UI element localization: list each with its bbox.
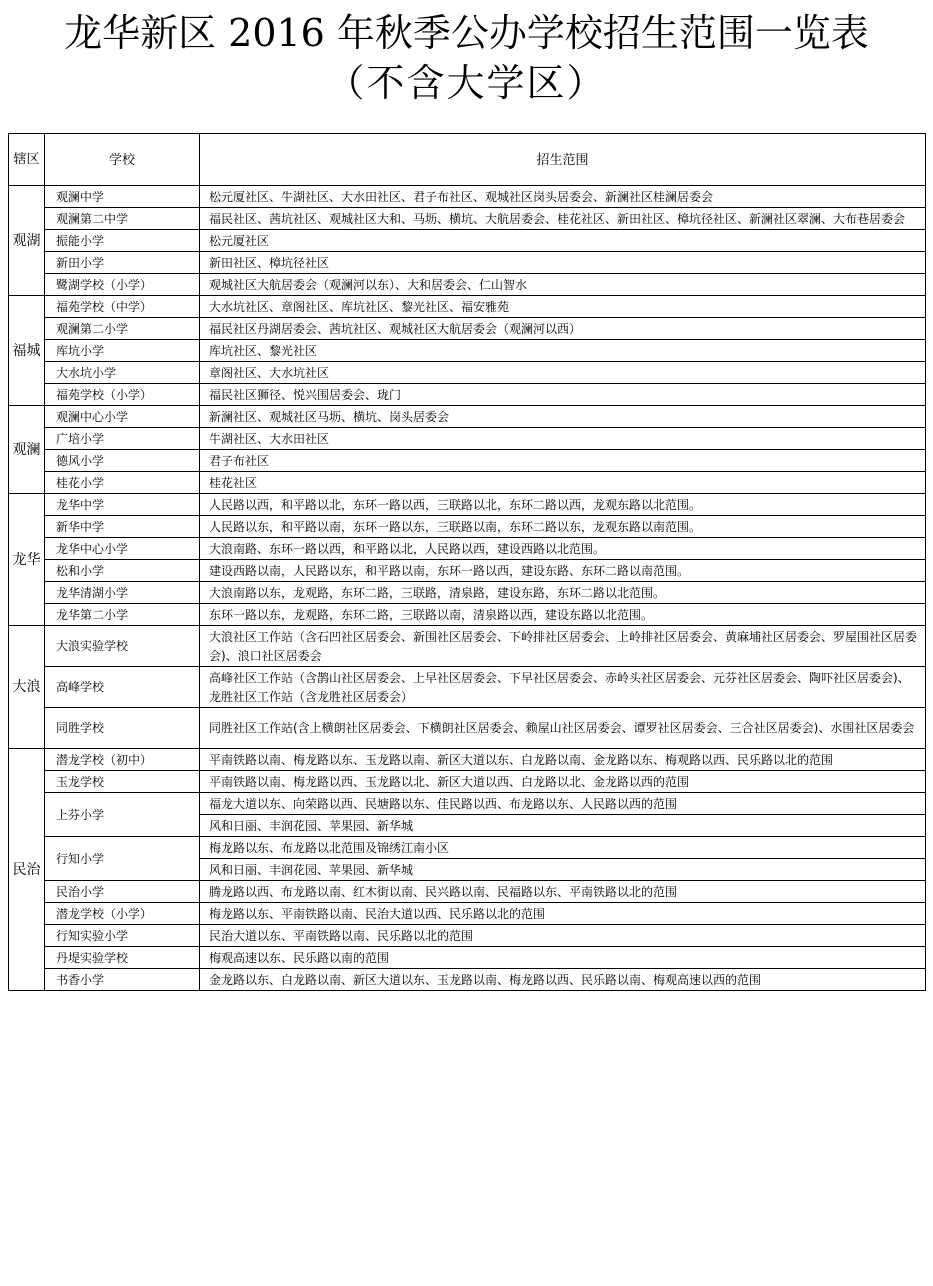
table-row bbox=[9, 406, 926, 428]
enrollment-range: 平南铁路以南、梅龙路以西、玉龙路以北、新区大道以西、白龙路以北、金龙路以西的范围 bbox=[200, 771, 926, 793]
enrollment-range: 松元厦社区、牛湖社区、大水田社区、君子布社区、观城社区岗头居委会、新澜社区桂澜居委会 bbox=[200, 186, 926, 208]
school-name: 同胜学校 bbox=[45, 708, 200, 749]
enrollment-range: 松元厦社区 bbox=[200, 230, 926, 252]
table-row bbox=[9, 186, 926, 208]
school-name: 潜龙学校（初中） bbox=[45, 749, 200, 771]
school-name: 民治小学 bbox=[45, 881, 200, 903]
enrollment-range: 大浪南路、东环一路以西，和平路以北，人民路以西，建设西路以北范围。 bbox=[200, 538, 926, 560]
table-row bbox=[9, 925, 926, 947]
enrollment-range: 风和日丽、丰润花园、苹果园、新华城 bbox=[200, 859, 926, 881]
table-row bbox=[9, 582, 926, 604]
school-name: 龙华清湖小学 bbox=[45, 582, 200, 604]
table-row bbox=[9, 340, 926, 362]
table-row bbox=[9, 516, 926, 538]
school-name: 龙华中心小学 bbox=[45, 538, 200, 560]
school-name: 龙华第二小学 bbox=[45, 604, 200, 626]
table-row bbox=[9, 494, 926, 516]
school-name: 大水坑小学 bbox=[45, 362, 200, 384]
school-name: 新田小学 bbox=[45, 252, 200, 274]
school-name: 高峰学校 bbox=[45, 667, 200, 708]
table-row bbox=[9, 230, 926, 252]
enrollment-range: 新田社区、樟坑径社区 bbox=[200, 252, 926, 274]
school-name: 松和小学 bbox=[45, 560, 200, 582]
enrollment-range: 大水坑社区、章阁社区、库坑社区、黎光社区、福安雅苑 bbox=[200, 296, 926, 318]
enrollment-range: 福龙大道以东、向荣路以西、民塘路以东、佳民路以西、布龙路以东、人民路以西的范围 bbox=[200, 793, 926, 815]
school-name: 德风小学 bbox=[45, 450, 200, 472]
table-row bbox=[9, 749, 926, 771]
school-name: 龙华中学 bbox=[45, 494, 200, 516]
enrollment-range: 梅龙路以东、布龙路以北范围及锦绣江南小区 bbox=[200, 837, 926, 859]
enrollment-range: 大浪南路以东，龙观路，东环二路，三联路，清泉路，建设东路，东环二路以北范围。 bbox=[200, 582, 926, 604]
district-name: 福城 bbox=[9, 296, 45, 406]
header-district: 辖区 bbox=[9, 134, 45, 186]
table-row bbox=[9, 708, 926, 749]
table-row bbox=[9, 296, 926, 318]
enrollment-range: 风和日丽、丰润花园、苹果园、新华城 bbox=[200, 815, 926, 837]
school-name: 观澜第二小学 bbox=[45, 318, 200, 340]
school-name: 行知实验小学 bbox=[45, 925, 200, 947]
table-row bbox=[9, 903, 926, 925]
enrollment-range: 福民社区丹湖居委会、茜坑社区、观城社区大航居委会（观澜河以西） bbox=[200, 318, 926, 340]
table-header-row bbox=[9, 134, 926, 186]
district-name: 观湖 bbox=[9, 186, 45, 296]
enrollment-range: 章阁社区、大水坑社区 bbox=[200, 362, 926, 384]
table-row bbox=[9, 947, 926, 969]
school-name: 桂花小学 bbox=[45, 472, 200, 494]
school-name: 行知小学 bbox=[45, 837, 200, 881]
enrollment-range: 民治大道以东、平南铁路以南、民乐路以北的范围 bbox=[200, 925, 926, 947]
enrollment-range: 腾龙路以西、布龙路以南、红木街以南、民兴路以南、民福路以东、平南铁路以北的范围 bbox=[200, 881, 926, 903]
enrollment-range: 人民路以西，和平路以北，东环一路以西，三联路以北，东环二路以西，龙观东路以北范围。 bbox=[200, 494, 926, 516]
table-row bbox=[9, 428, 926, 450]
school-name: 玉龙学校 bbox=[45, 771, 200, 793]
table-row bbox=[9, 274, 926, 296]
table-row bbox=[9, 837, 926, 859]
school-name: 观澜中心小学 bbox=[45, 406, 200, 428]
enrollment-range: 平南铁路以南、梅龙路以东、玉龙路以南、新区大道以东、白龙路以南、金龙路以东、梅观路以西、民乐路以北的范围 bbox=[200, 749, 926, 771]
header-school: 学校 bbox=[45, 134, 200, 186]
school-name: 大浪实验学校 bbox=[45, 626, 200, 667]
enrollment-range: 梅龙路以东、平南铁路以南、民治大道以西、民乐路以北的范围 bbox=[200, 903, 926, 925]
table-row bbox=[9, 208, 926, 230]
table-row bbox=[9, 384, 926, 406]
enrollment-range: 金龙路以东、白龙路以南、新区大道以东、玉龙路以南、梅龙路以西、民乐路以南、梅观高速以西的范围 bbox=[200, 969, 926, 991]
school-name: 观澜第二中学 bbox=[45, 208, 200, 230]
table-row bbox=[9, 604, 926, 626]
table-row bbox=[9, 252, 926, 274]
school-name: 观澜中学 bbox=[45, 186, 200, 208]
table-row bbox=[9, 538, 926, 560]
enrollment-table bbox=[8, 133, 926, 991]
enrollment-range: 君子布社区 bbox=[200, 450, 926, 472]
table-row bbox=[9, 626, 926, 667]
table-row bbox=[9, 362, 926, 384]
enrollment-range: 库坑社区、黎光社区 bbox=[200, 340, 926, 362]
header-range: 招生范围 bbox=[200, 134, 926, 186]
table-row bbox=[9, 881, 926, 903]
school-name: 新华中学 bbox=[45, 516, 200, 538]
table-row bbox=[9, 969, 926, 991]
enrollment-range: 大浪社区工作站（含石凹社区居委会、新围社区居委会、下岭排社区居委会、上岭排社区居委会、黄麻埔社区居委会、罗屋围社区居委会)、浪口社区居委会 bbox=[200, 626, 926, 667]
table-row bbox=[9, 560, 926, 582]
enrollment-range: 桂花社区 bbox=[200, 472, 926, 494]
district-name: 龙华 bbox=[9, 494, 45, 626]
enrollment-range: 福民社区、茜坑社区、观城社区大和、马坜、横坑、大航居委会、桂花社区、新田社区、樟坑径社区、新澜社区翠澜、大布巷居委会 bbox=[200, 208, 926, 230]
school-name: 鹭湖学校（小学） bbox=[45, 274, 200, 296]
school-name: 库坑小学 bbox=[45, 340, 200, 362]
district-name: 民治 bbox=[9, 749, 45, 991]
school-name: 丹堤实验学校 bbox=[45, 947, 200, 969]
enrollment-range: 建设西路以南，人民路以东，和平路以南，东环一路以西，建设东路、东环二路以南范围。 bbox=[200, 560, 926, 582]
school-name: 振能小学 bbox=[45, 230, 200, 252]
school-name: 福苑学校（小学） bbox=[45, 384, 200, 406]
table-row bbox=[9, 472, 926, 494]
school-name: 上芬小学 bbox=[45, 793, 200, 837]
enrollment-range: 新澜社区、观城社区马坜、横坑、岗头居委会 bbox=[200, 406, 926, 428]
enrollment-range: 观城社区大航居委会（观澜河以东）、大和居委会、仁山智水 bbox=[200, 274, 926, 296]
school-name: 潜龙学校（小学） bbox=[45, 903, 200, 925]
table-row bbox=[9, 793, 926, 815]
table-row bbox=[9, 667, 926, 708]
enrollment-range: 人民路以东，和平路以南，东环一路以东，三联路以南，东环二路以东，龙观东路以南范围。 bbox=[200, 516, 926, 538]
enrollment-range: 高峰社区工作站（含鹊山社区居委会、上早社区居委会、下早社区居委会、赤岭头社区居委会、元芬社区居委会、陶吓社区居委会)、龙胜社区工作站（含龙胜社区居委会） bbox=[200, 667, 926, 708]
enrollment-range: 福民社区狮径、悦兴围居委会、珑门 bbox=[200, 384, 926, 406]
table-row bbox=[9, 771, 926, 793]
school-name: 福苑学校（中学） bbox=[45, 296, 200, 318]
enrollment-range: 同胜社区工作站(含上横朗社区居委会、下横朗社区居委会、赖屋山社区居委会、谭罗社区居委会、三合社区居委会)、水围社区居委会 bbox=[200, 708, 926, 749]
school-name: 广培小学 bbox=[45, 428, 200, 450]
table-row bbox=[9, 450, 926, 472]
enrollment-range: 东环一路以东，龙观路，东环二路，三联路以南，清泉路以西，建设东路以北范围。 bbox=[200, 604, 926, 626]
table-body bbox=[9, 186, 926, 991]
table-row bbox=[9, 318, 926, 340]
district-name: 大浪 bbox=[9, 626, 45, 749]
document-subtitle: （不含大学区） bbox=[326, 61, 607, 105]
school-name: 书香小学 bbox=[45, 969, 200, 991]
district-name: 观澜 bbox=[9, 406, 45, 494]
enrollment-range: 梅观高速以东、民乐路以南的范围 bbox=[200, 947, 926, 969]
enrollment-range: 牛湖社区、大水田社区 bbox=[200, 428, 926, 450]
document-title: 龙华新区 2016 年秋季公办学校招生范围一览表 bbox=[64, 11, 869, 55]
